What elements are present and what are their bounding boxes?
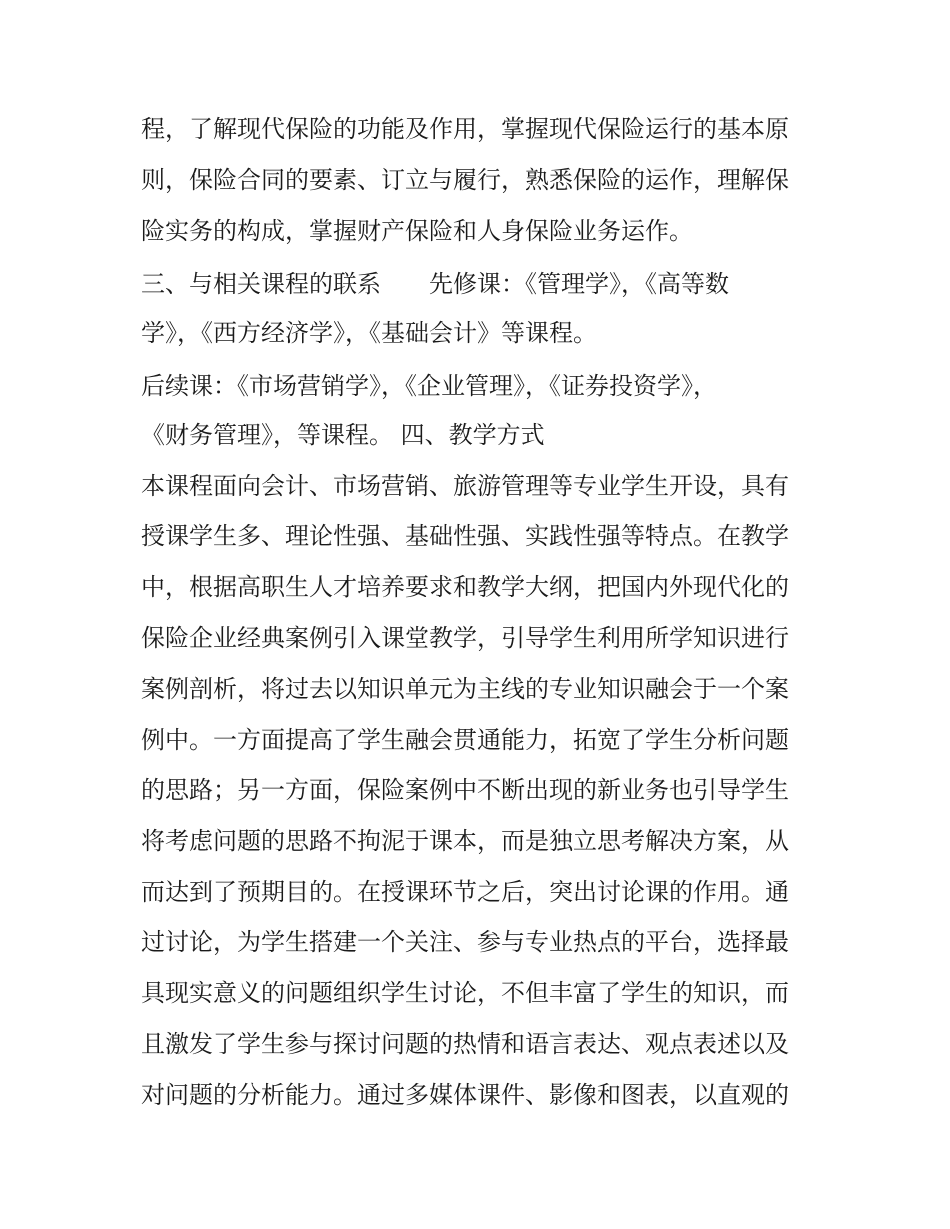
section-heading-line: 《财务管理》，等课程。 四、教学方式: [141, 421, 545, 449]
text-line: 的思路；另一方面，保险案例中不断出现的新业务也引导学生: [141, 776, 789, 804]
text-line: 本课程面向会计、市场营销、旅游管理等专业学生开设，具有: [141, 472, 789, 500]
text-line: 授课学生多、理论性强、基础性强、实践性强等特点。在教学: [141, 522, 789, 550]
text-line: 险实务的构成，掌握财产保险和人身保险业务运作。: [141, 217, 693, 245]
text-line: 而达到了预期目的。在授课环节之后，突出讨论课的作用。通: [141, 878, 789, 906]
text-line: 保险企业经典案例引入课堂教学，引导学生利用所学知识进行: [141, 624, 789, 652]
text-line: 将考虑问题的思路不拘泥于课本，而是独立思考解决方案，从: [141, 827, 789, 855]
text-line: 后续课：《市场营销学》，《企业管理》，《证券投资学》，: [141, 372, 717, 400]
text-line: 则，保险合同的要素、订立与履行，熟悉保险的运作，理解保: [141, 166, 789, 194]
text-line: 过讨论，为学生搭建一个关注、参与专业热点的平台，选择最: [141, 928, 789, 956]
text-line: 具现实意义的问题组织学生讨论，不但丰富了学生的知识，而: [141, 979, 789, 1007]
section-heading-line: 三、与相关课程的联系 先修课：《管理学》，《高等数: [141, 270, 729, 298]
text-line: 程，了解现代保险的功能及作用，掌握现代保险运行的基本原: [141, 115, 789, 143]
text-line: 且激发了学生参与探讨问题的热情和语言表达、观点表述以及: [141, 1030, 789, 1058]
text-line: 例中。一方面提高了学生融会贯通能力，拓宽了学生分析问题: [141, 726, 789, 754]
text-line: 中，根据高职生人才培养要求和教学大纲，把国内外现代化的: [141, 573, 789, 601]
text-line: 对问题的分析能力。通过多媒体课件、影像和图表，以直观的: [141, 1081, 789, 1109]
text-line: 学》，《西方经济学》，《基础会计》等课程。: [141, 319, 597, 347]
text-line: 案例剖析，将过去以知识单元为主线的专业知识融会于一个案: [141, 675, 789, 703]
